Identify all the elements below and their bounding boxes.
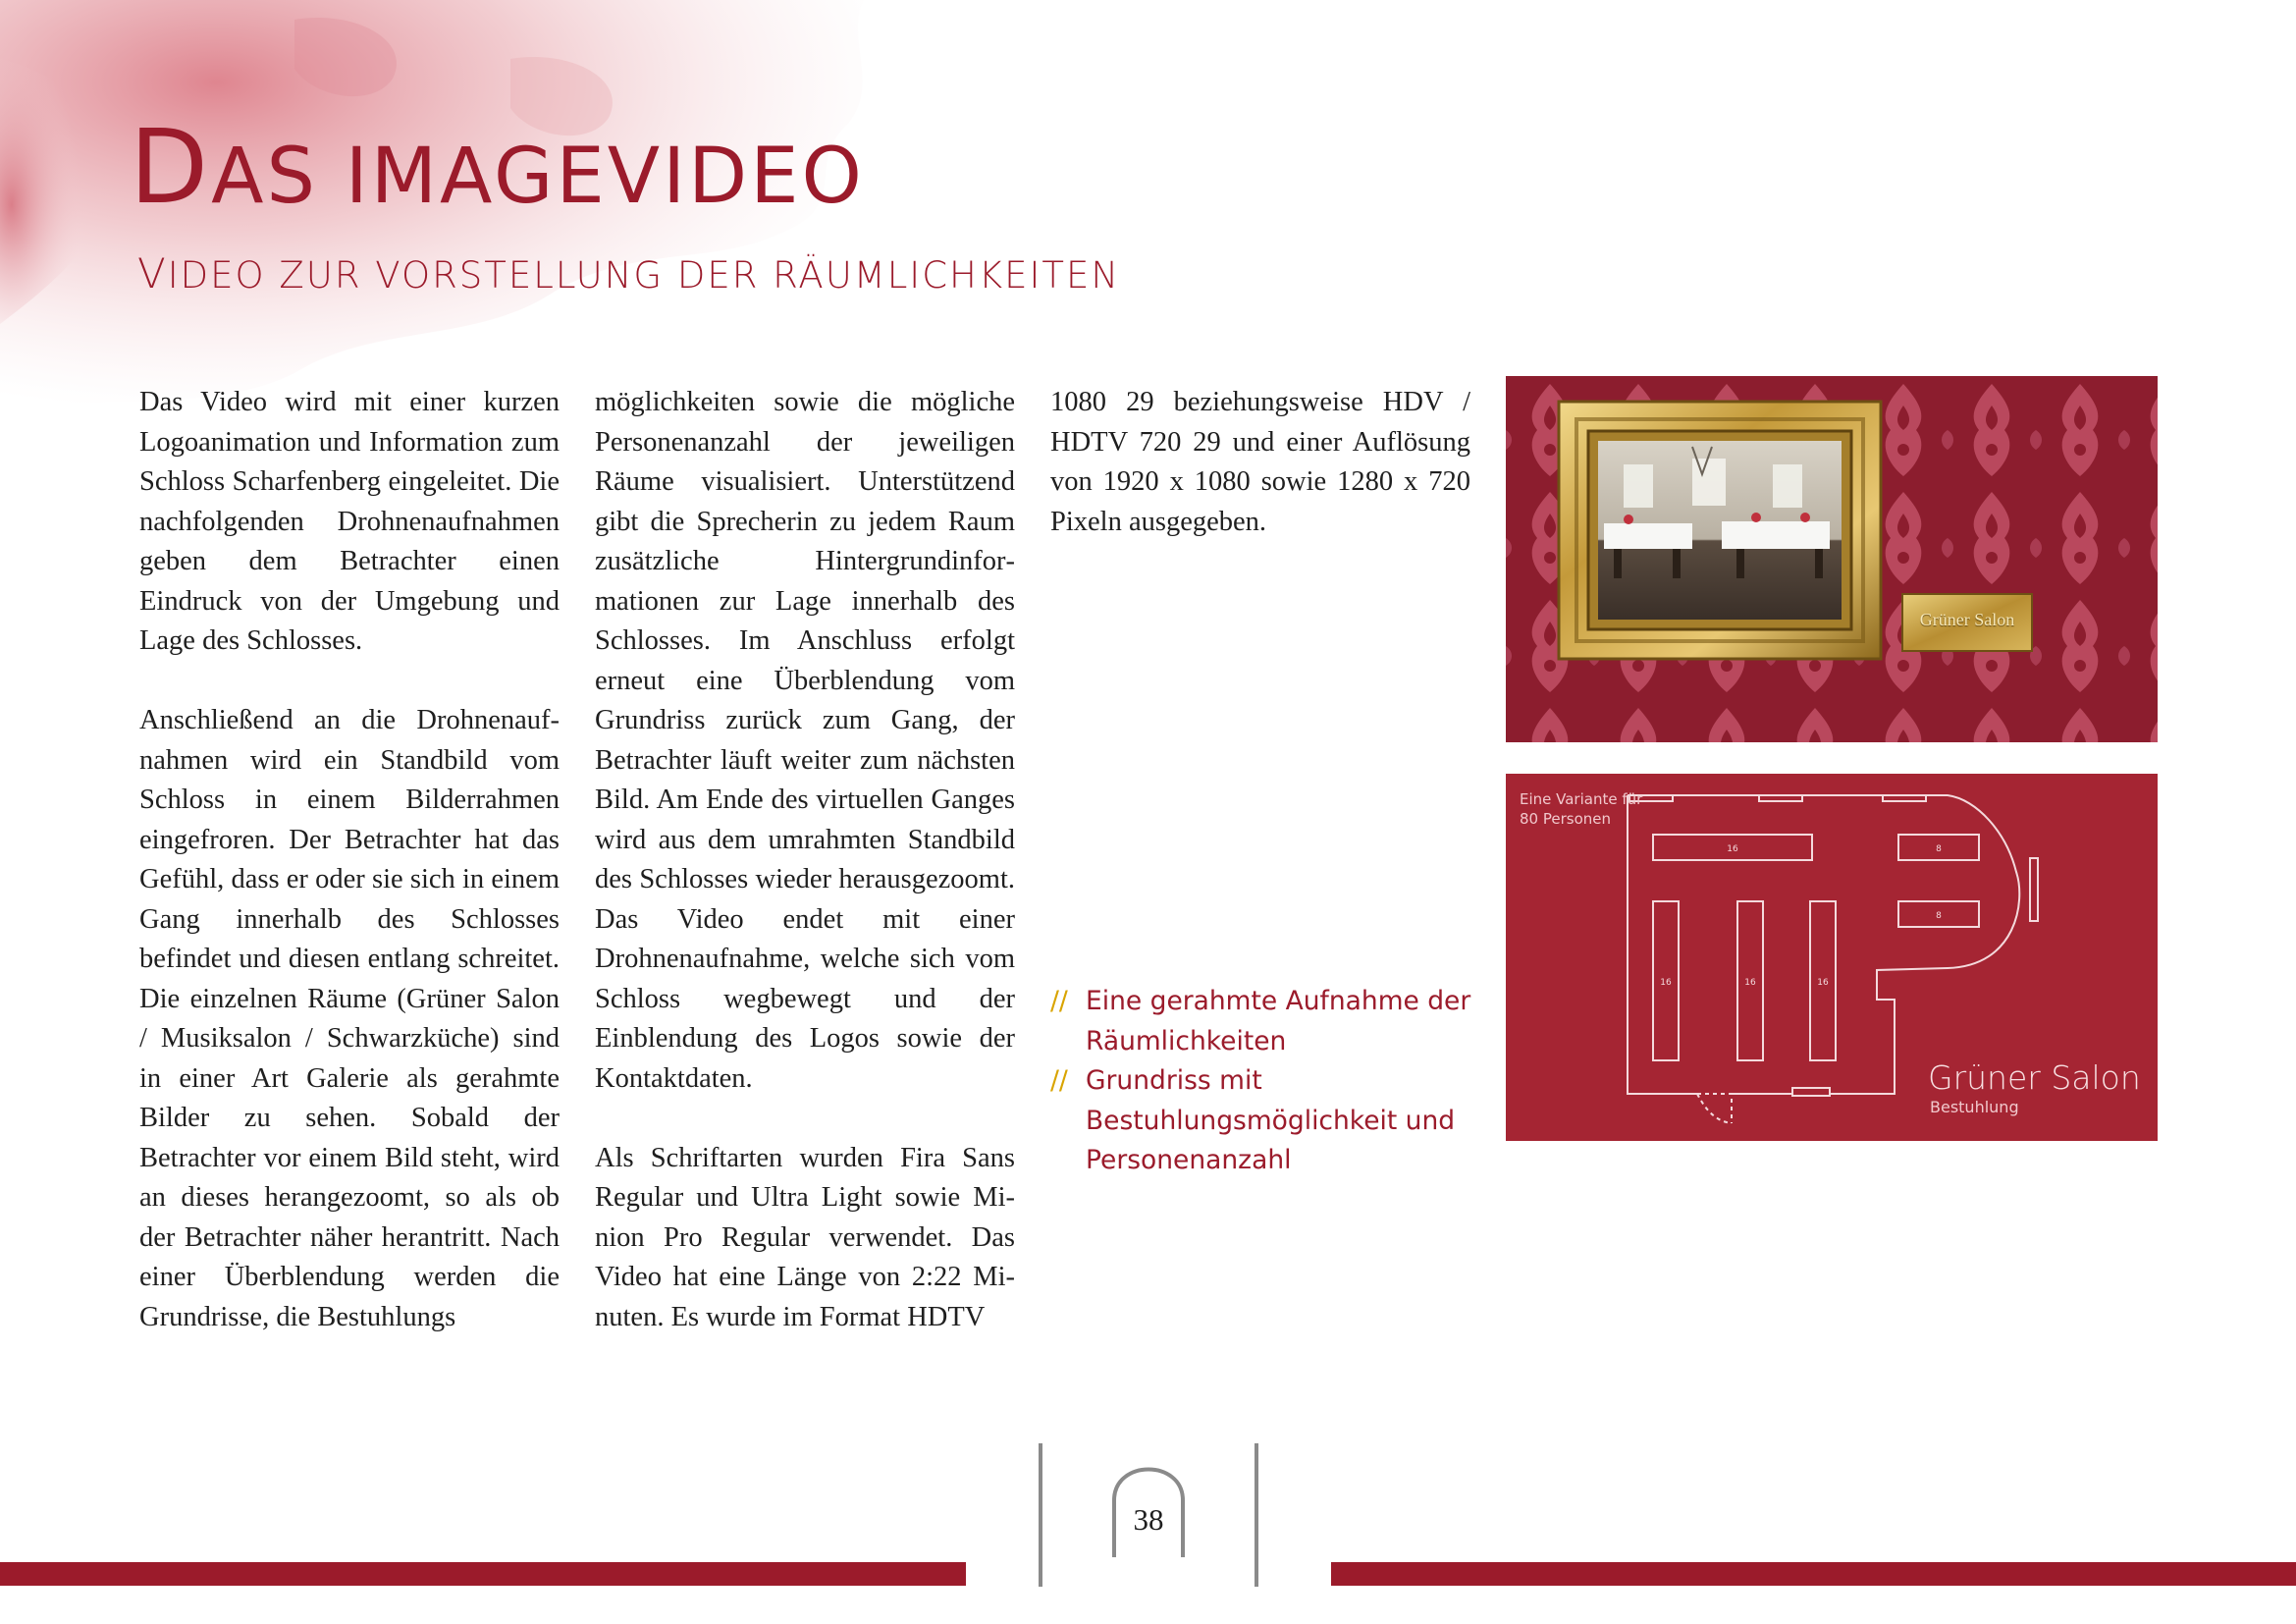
framed-room-image — [1506, 376, 2158, 742]
text-column-2 — [595, 383, 1015, 1378]
paragraph: 1080 29 beziehungsweise HDV / HDTV 720 29 und einer Auflösung von 1920 x 1080 sowie 1280 x 720 Pixeln ausgegeben. — [1050, 387, 1470, 537]
text-column-3 — [1050, 383, 1470, 582]
paragraph: Anschließend an die Drohnenaufnahmen wird ein Standbild vom Schloss in einem Bilderrahmen eingefroren. Der Betrachter hat das Gefühl, dass er oder sie sich in einem Gang innerhalb des Schlosses befindet und diesen entlang schreitet. Die einzelnen Räume (Grüner Salon / Musiksalon / Schwarzküche) sind in einer Art Galerie als gerahmte Bilder zu sehen. Sobald der Betrachter vor einem Bild steht, wird an dieses herangezoomt, so als ob der Betrachter näher herantritt. Nach einer Überblendung werden die Grundrisse, die Bestuhlungs — [139, 705, 560, 1332]
table-label: 16 — [1817, 978, 1829, 988]
page-number: 38 — [1133, 1502, 1164, 1537]
caption-marker: // — [1050, 986, 1068, 1016]
room-plaque: Grüner Salon — [1919, 610, 2015, 629]
caption-item — [1050, 1061, 1482, 1181]
footer-bar-right — [1331, 1562, 2296, 1586]
caption-text: Eine gerahmte Aufnahme der Räumlichkeiten — [1086, 986, 1471, 1056]
plan-room-name: Grüner Salon — [1928, 1058, 2141, 1097]
table-label: 16 — [1660, 978, 1672, 988]
text-column-1 — [139, 383, 560, 1378]
page-subtitle: VIDEO ZUR VORSTELLUNG DER RÄUMLICHKEITEN — [137, 249, 1121, 298]
caption-marker: // — [1050, 1065, 1068, 1096]
table-label: 16 — [1744, 978, 1756, 988]
caption-item — [1050, 982, 1482, 1061]
table-label: 16 — [1727, 844, 1738, 854]
page-title: DAS IMAGEVIDEO — [130, 107, 865, 227]
table-label: 8 — [1936, 911, 1942, 921]
figure-captions — [1050, 982, 1482, 1181]
paragraph: möglichkeiten sowie die mögliche Personenanzahl der jeweiligen Räume visualisiert. Unterstützend gibt die Sprecherin zu jedem Raum zusätzliche Hintergrundinformationen zur Lage innerhalb des Schlosses. Im Anschluss erfolgt erneut eine Überblendung vom Grundriss zurück zum Gang, der Betrachter läuft weiter zum nächsten Bild. Am Ende des virtuellen Ganges wird aus dem umrahmten Standbild des Schlosses wieder herausgezoomt. Das Video endet mit einer Drohnenaufnahme, welche sich vom Schloss wegbewegt und der Einblendung des Logos sowie der Kontaktdaten. — [595, 387, 1015, 1094]
plan-variant-note: Eine Variante für 80 Personen — [1520, 790, 1643, 828]
floor-plan-image — [1506, 774, 2158, 1141]
paragraph: Als Schriftarten wurden Fira Sans Regular und Ultra Light sowie Minion Pro Regular verwendet. Das Video hat eine Länge von 2:22 Minuten. Es wurde im Format HDTV — [595, 1142, 1015, 1332]
table-label: 8 — [1936, 844, 1942, 854]
footer-bar-left — [0, 1562, 966, 1586]
paragraph: Das Video wird mit einer kurzen Logoanimation und Information zum Schloss Scharfenberg eingeleitet. Die nachfolgenden Drohnenaufnahmen geben dem Betrachter einen Eindruck von der Umgebung und Lage des Schlosses. — [139, 387, 560, 656]
plan-room-subtitle: Bestuhlung — [1930, 1098, 2019, 1116]
caption-text: Grundriss mit Bestuhlungsmöglichkeit und Personenanzahl — [1086, 1065, 1456, 1175]
